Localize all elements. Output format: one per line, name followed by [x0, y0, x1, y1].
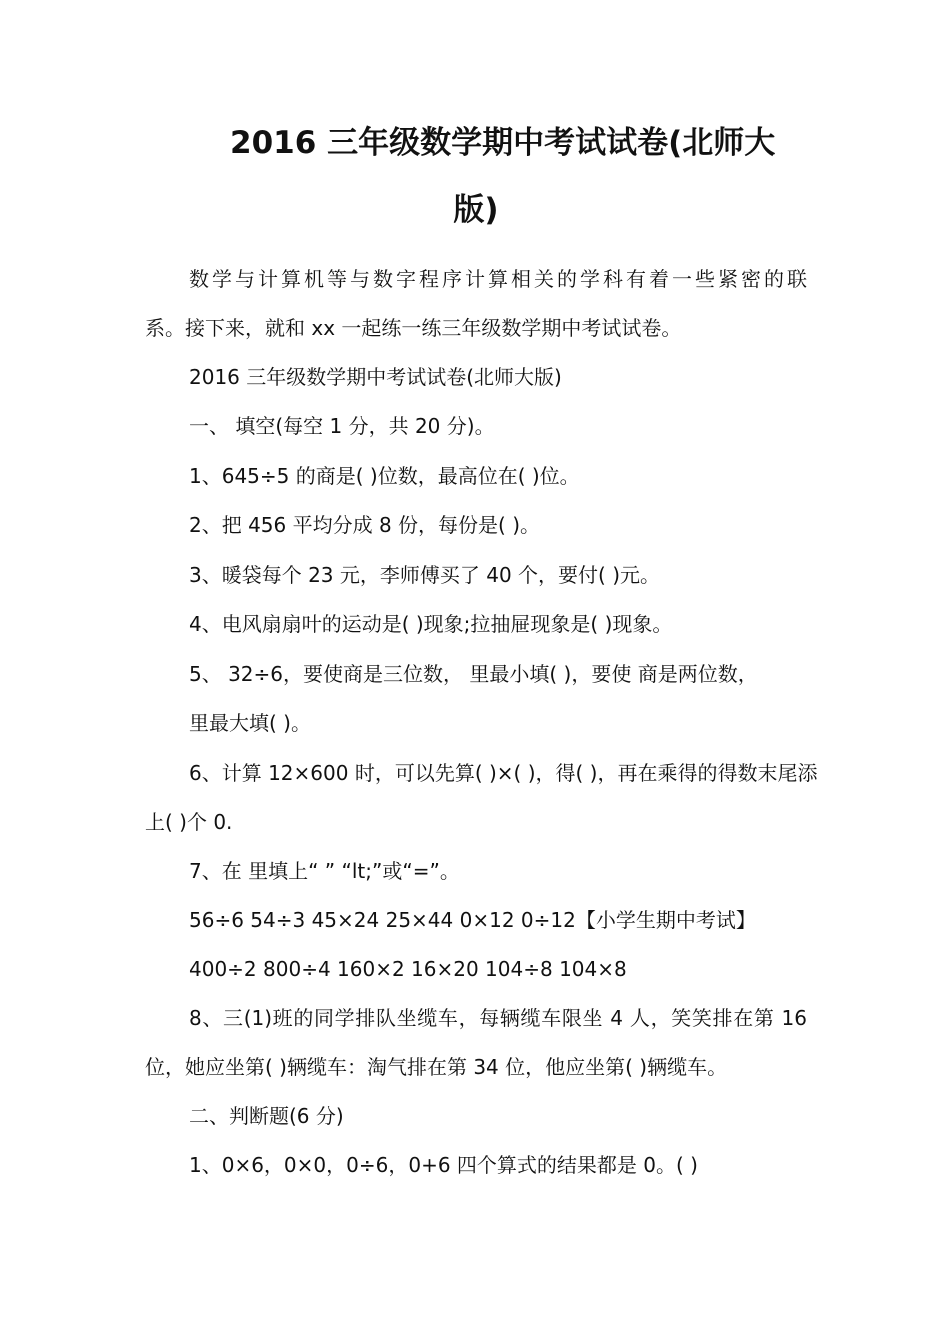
intro-paragraph-line-1: 数学与计算机等与数字程序计算相关的学科有着一些紧密的联 [189, 267, 807, 291]
exam-subtitle: 2016 三年级数学期中考试试卷(北师大版) [189, 365, 562, 389]
question-1-5-line-1: 5、 32÷6，要使商是三位数， 里最小填( )，要使 商是两位数， [189, 662, 758, 686]
question-1-6-line-2: 上( )个 0. [145, 810, 233, 834]
section-1-heading: 一、 填空(每空 1 分，共 20 分)。 [189, 414, 495, 438]
question-1-6-line-1: 6、计算 12×600 时，可以先算( )×( )，得( )，再在乘得的得数末尾添 [189, 761, 818, 785]
section-2-heading: 二、判断题(6 分) [189, 1104, 344, 1128]
question-2-1: 1、0×6，0×0，0÷6，0+6 四个算式的结果都是 0。( ) [189, 1153, 698, 1177]
question-1-1: 1、645÷5 的商是( )位数，最高位在( )位。 [189, 464, 580, 488]
question-1-5-line-2: 里最大填( )。 [189, 711, 311, 735]
document-title-line-2: 版) [453, 192, 499, 228]
question-1-3: 3、暖袋每个 23 元，李师傅买了 40 个，要付( )元。 [189, 563, 661, 587]
question-1-8-line-1: 8、三(1)班的同学排队坐缆车，每辆缆车限坐 4 人，笑笑排在第 16 [189, 1006, 807, 1030]
question-1-4: 4、电风扇扇叶的运动是( )现象;拉抽屉现象是( )现象。 [189, 612, 673, 636]
question-1-8-line-2: 位，她应坐第( )辆缆车：淘气排在第 34 位，他应坐第( )辆缆车。 [145, 1055, 728, 1079]
question-1-2: 2、把 456 平均分成 8 份，每份是( )。 [189, 513, 541, 537]
question-1-7-row-1: 56÷6 54÷3 45×24 25×44 0×12 0÷12【小学生期中考试】 [189, 908, 756, 932]
question-1-7-row-2: 400÷2 800÷4 160×2 16×20 104÷8 104×8 [189, 957, 627, 981]
intro-paragraph-line-2: 系。接下来，就和 xx 一起练一练三年级数学期中考试试卷。 [145, 316, 682, 340]
document-title-line-1: 2016 三年级数学期中考试试卷(北师大 [230, 125, 776, 161]
question-1-7: 7、在 里填上“ ” “lt;”或“=”。 [189, 859, 460, 883]
